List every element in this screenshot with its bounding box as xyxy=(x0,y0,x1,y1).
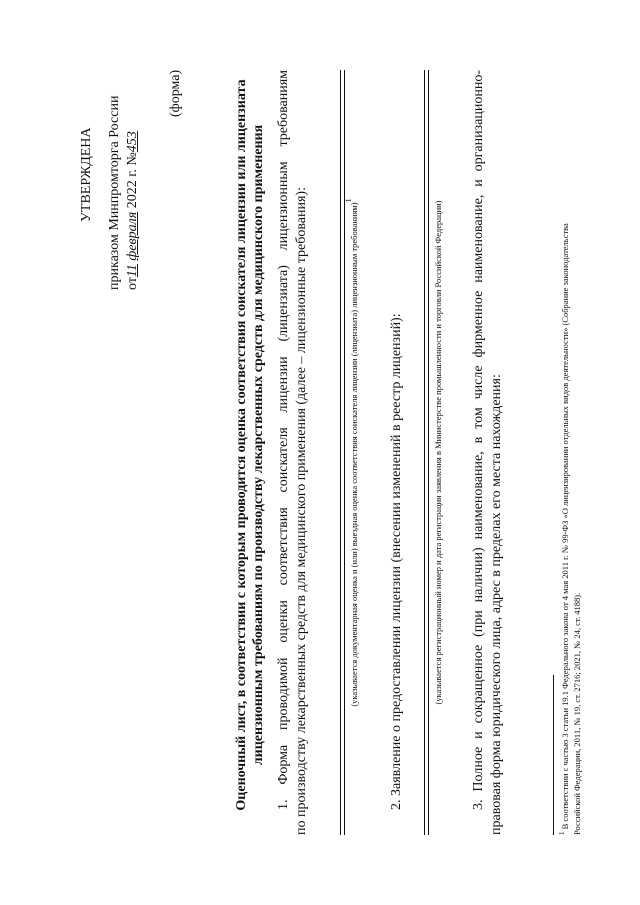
footnote-mark: 1 xyxy=(558,831,566,835)
date-prefix: от xyxy=(125,277,140,290)
footnote-line-2: Российской Федерации, 2011, № 19, ст. 2716; 2021, № 24, ст. 4188). xyxy=(572,592,582,835)
item-1-line-2: по производству лекарственных средств для медицинского применения (далее – лицензионные требования): xyxy=(294,187,309,835)
fill-line-1b xyxy=(344,70,345,835)
approved-heading: УТВЕРЖДЕНА xyxy=(79,127,94,222)
fill-line-2b xyxy=(428,70,429,835)
document-title: Оценочный лист, в соответствии с которым проводится оценка соответствия соискателя лицензии или лицензиата лицензионным требованиям по производству лекарственных средств для медицинского применения xyxy=(234,79,266,811)
footnote-line-1: $^1$ В соответствии с частью 3 статьи 19.1 Федерального закона от 4 мая 2011 г. № 99-ФЗ «О лицензировании отдельных видов деятельности» (Собрание законодательства xyxy=(558,223,570,835)
footnote xyxy=(560,55,583,835)
date-month: февраля xyxy=(125,211,140,261)
fill-line-1a xyxy=(340,70,341,835)
date-year: 2022 г. № xyxy=(125,152,140,209)
item-3-line-2: правовая форма юридического лица, адрес в пределах его места нахождения: xyxy=(489,374,504,835)
footnote-separator xyxy=(553,675,554,835)
item-2-text: 2. Заявление о предоставлении лицензии (внесении изменений в реестр лицензий): xyxy=(389,313,404,810)
order-line: приказом Минпромторга России xyxy=(107,95,122,290)
footnote-ref: 1 xyxy=(344,198,353,203)
item-1-caption: (указывается документарная оценка и (или) выездная оценка соответствия соискателя лицензии (лицензиата) лицензионным требованиям)1 xyxy=(344,198,359,707)
approval-block xyxy=(78,40,142,290)
form-label: (форма) xyxy=(168,69,183,117)
item-2-caption: (указывается регистрационный номер и дата регистрации заявления в Министерстве промышленности и торговли Российской Федерации) xyxy=(433,200,443,705)
fill-line-2a xyxy=(424,70,425,835)
order-date-line xyxy=(124,40,142,290)
item-3-line-1: 3. Полное и сокращенное (при наличии) наименование, в том числе фирменное наименование, и организационно- xyxy=(471,70,486,810)
item-1-line-1: 1. Форма проводимой оценки соответствия соискателя лицензии (лицензиата) лицензионным требованиям xyxy=(276,70,291,810)
date-day: 11 xyxy=(125,264,140,278)
date-number: 453 xyxy=(125,131,140,153)
